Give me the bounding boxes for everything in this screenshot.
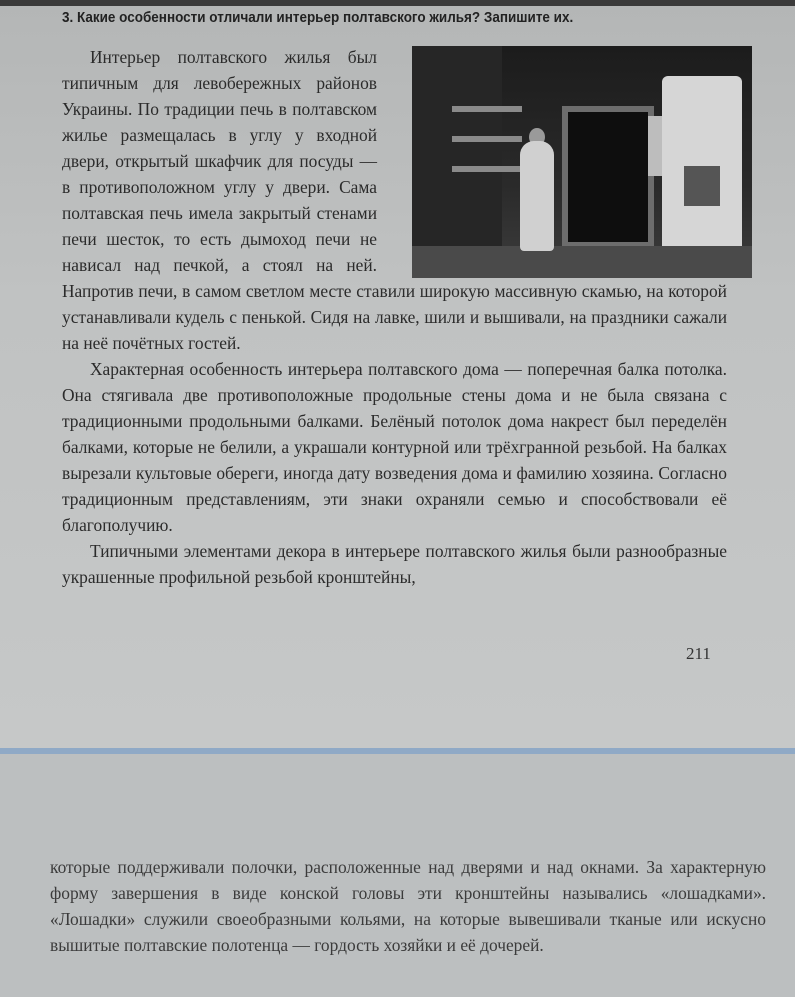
paragraph: Характерная особенность интерьера полтавского дома — поперечная балка потолка. Она стягивала две противоположные продольные стены дома и не была связана с традиционными продольными балками. Белёный потолок дома накрест был переделён балками, которые не белили, а украшали контурной или трёхгранной резьбой. На балках вырезали культовые обереги, иногда дату возведения дома и фамилию хозяина. Согласно традиционным представлениям, эти знаки охраняли семью и способствовали её благополучию. xyxy=(62,359,727,535)
photo-space xyxy=(377,44,727,276)
paragraph: Интерьер полтавского жилья был типичным для левобережных районов Украины. По традиции печь в полтавском жилье размещалась в углу у входной двери, открытый шкафчик для посуды — в противоположном углу у двери. Сама полтавская печь имела закрытый стенами печи шесток, то есть дымоход печи не нависал над печкой, а стоял на ней. Напротив печи, в самом светлом месте ставили широкую массивную скамью, на которой устанавливали кудель с пенькой. Сидя на лавке, шили и вышивали, на праздники сажали на неё почётных гостей. xyxy=(62,47,727,353)
paragraph: которые поддерживали полочки, расположенные над дверями и над окнами. За характерную форму завершения в виде конской головы эти кронштейны назывались «лошадками». «Лошадки» служили своеобразными кольями, на которые вывешивали тканые или искусно вышитые полтавские полотенца — гордость хозяйки и её дочерей. xyxy=(50,857,766,955)
body-text xyxy=(62,44,727,590)
question-heading: 3. Какие особенности отличали интерьер полтавского жилья? Запишите их. xyxy=(62,10,574,26)
paragraph: Типичными элементами декора в интерьере полтавского жилья были разнообразные украшенные профильной резьбой кронштейны, xyxy=(62,541,727,587)
page-number: 211 xyxy=(686,644,711,663)
top-strip xyxy=(0,0,795,6)
continuation-text xyxy=(50,854,766,958)
